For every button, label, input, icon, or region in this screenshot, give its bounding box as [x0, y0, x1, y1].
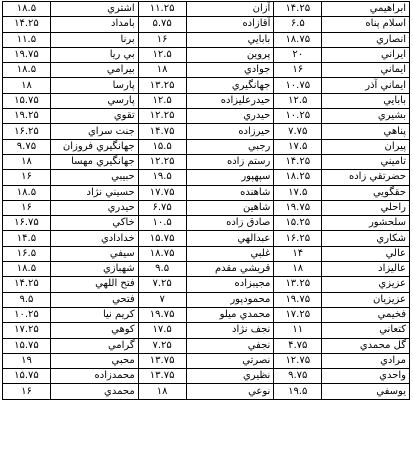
- score-cell: ۱۰.۲۵: [3, 307, 51, 322]
- student-name-cell: گل محمدي: [322, 338, 410, 353]
- student-name-cell: پارسا: [50, 78, 138, 93]
- student-name-cell: جهانگيري فروزان: [50, 139, 138, 154]
- table-row: [3, 277, 410, 292]
- score-cell: ۱۹.۷۵: [3, 47, 51, 62]
- student-name-cell: حيدري: [186, 109, 274, 124]
- student-name-cell: سپهپور: [186, 170, 274, 185]
- score-cell: ۱۸.۵: [3, 262, 51, 277]
- student-name-cell: پناهي: [322, 124, 410, 139]
- student-name-cell: قريشي مقدم: [186, 262, 274, 277]
- student-name-cell: کتعاني: [322, 323, 410, 338]
- student-name-cell: خدادادي: [50, 231, 138, 246]
- score-cell: ۱۸.۵: [3, 2, 51, 17]
- student-name-cell: سيفي: [50, 246, 138, 261]
- score-cell: ۴.۷۵: [274, 338, 322, 353]
- student-name-cell: جنت سراي: [50, 124, 138, 139]
- student-name-cell: نجف نژاد: [186, 323, 274, 338]
- score-cell: ۱۹.۷۵: [274, 200, 322, 215]
- student-name-cell: تقوي: [50, 109, 138, 124]
- student-name-cell: آزان: [186, 2, 274, 17]
- student-name-cell: اشتري: [50, 2, 138, 17]
- score-cell: ۱۵.۷۵: [3, 369, 51, 384]
- table-row: [3, 17, 410, 32]
- score-cell: ۱۳.۲۵: [274, 277, 322, 292]
- student-name-cell: عزيزي: [322, 277, 410, 292]
- student-name-cell: بيرامي: [50, 63, 138, 78]
- student-name-cell: فتحي: [50, 292, 138, 307]
- student-name-cell: محمودپور: [186, 292, 274, 307]
- table-row: [3, 170, 410, 185]
- score-cell: ۱۸: [274, 262, 322, 277]
- score-cell: ۱۸.۲۵: [274, 170, 322, 185]
- score-cell: ۱۷.۲۵: [274, 307, 322, 322]
- score-cell: ۱۴.۲۵: [274, 154, 322, 169]
- score-cell: ۱۸: [3, 154, 51, 169]
- score-cell: ۱۹.۵: [274, 384, 322, 399]
- student-name-cell: محمدي ميلو: [186, 307, 274, 322]
- student-name-cell: مرادي: [322, 353, 410, 368]
- table-row: [3, 292, 410, 307]
- student-name-cell: عبدالهي: [186, 231, 274, 246]
- student-name-cell: رستم زاده: [186, 154, 274, 169]
- score-cell: ۱۸.۷۵: [274, 32, 322, 47]
- student-name-cell: شاهين: [186, 200, 274, 215]
- student-name-cell: فخيمي: [322, 307, 410, 322]
- score-cell: ۱۷.۵: [274, 139, 322, 154]
- student-name-cell: حيرزاده: [186, 124, 274, 139]
- score-cell: ۱۹.۷۵: [138, 307, 186, 322]
- score-cell: ۱۱.۵: [3, 32, 51, 47]
- student-name-cell: واحدي: [322, 369, 410, 384]
- table-row: [3, 2, 410, 17]
- score-cell: ۷.۷۵: [274, 124, 322, 139]
- student-name-cell: نوعي: [186, 384, 274, 399]
- score-cell: ۱۸.۷۵: [138, 246, 186, 261]
- score-cell: ۱۹.۵: [138, 170, 186, 185]
- table-row: [3, 338, 410, 353]
- student-name-cell: فتح اللهي: [50, 277, 138, 292]
- table-row: [3, 124, 410, 139]
- student-name-cell: راحلي: [322, 200, 410, 215]
- score-cell: ۱۲.۲۵: [138, 109, 186, 124]
- student-name-cell: ايماني: [322, 63, 410, 78]
- score-cell: ۱۵.۵: [138, 139, 186, 154]
- score-cell: ۱۰.۲۵: [274, 109, 322, 124]
- student-name-cell: صادق زاده: [186, 216, 274, 231]
- score-cell: ۱۵.۷۵: [3, 338, 51, 353]
- student-name-cell: پارسي: [50, 93, 138, 108]
- score-cell: ۱۵.۷۵: [138, 231, 186, 246]
- score-cell: ۱۶.۷۵: [3, 216, 51, 231]
- score-cell: ۱۶.۲۵: [3, 124, 51, 139]
- student-name-cell: حيدرعليزاده: [186, 93, 274, 108]
- table-row: [3, 262, 410, 277]
- student-name-cell: نجفي: [186, 338, 274, 353]
- table-row: [3, 231, 410, 246]
- score-cell: ۱۷.۲۵: [3, 323, 51, 338]
- score-cell: ۱۹: [3, 353, 51, 368]
- score-cell: ۱۶.۲۵: [274, 231, 322, 246]
- student-name-cell: محمدي: [50, 384, 138, 399]
- student-name-cell: خاکي: [50, 216, 138, 231]
- student-name-cell: انصاري: [322, 32, 410, 47]
- score-cell: ۱۴.۲۵: [3, 277, 51, 292]
- student-name-cell: جهانگيري: [186, 78, 274, 93]
- score-cell: ۱۵.۲۵: [274, 216, 322, 231]
- score-cell: ۱۲.۷۵: [274, 353, 322, 368]
- table-row: [3, 384, 410, 399]
- student-name-cell: تاميني: [322, 154, 410, 169]
- student-name-cell: جهانگيري مهسا: [50, 154, 138, 169]
- score-cell: ۱۷.۵: [138, 323, 186, 338]
- score-cell: ۱۲.۵: [138, 47, 186, 62]
- score-cell: ۱۸: [3, 78, 51, 93]
- student-name-cell: پروين: [186, 47, 274, 62]
- table-row: [3, 353, 410, 368]
- score-cell: ۱۴.۲۵: [3, 17, 51, 32]
- student-name-cell: بابايي: [186, 32, 274, 47]
- score-cell: ۱۳.۲۵: [138, 78, 186, 93]
- score-cell: ۲۰: [274, 47, 322, 62]
- score-cell: ۱۶: [274, 63, 322, 78]
- table-row: [3, 323, 410, 338]
- student-name-cell: مجيبزاده: [186, 277, 274, 292]
- score-cell: ۱۹.۷۵: [274, 292, 322, 307]
- score-cell: ۱۸: [138, 63, 186, 78]
- table-row: [3, 216, 410, 231]
- score-cell: ۹.۵: [138, 262, 186, 277]
- student-name-cell: ابراهيمي: [322, 2, 410, 17]
- student-name-cell: بابايي: [322, 93, 410, 108]
- table-row: [3, 200, 410, 215]
- student-name-cell: عزيزيان: [322, 292, 410, 307]
- student-scores-table: [2, 1, 410, 400]
- score-cell: ۱۶.۵: [3, 246, 51, 261]
- table-row: [3, 307, 410, 322]
- table-row: [3, 109, 410, 124]
- student-name-cell: محمدزاده: [50, 369, 138, 384]
- table-row: [3, 185, 410, 200]
- student-name-cell: محبي: [50, 353, 138, 368]
- score-cell: ۱۱.۲۵: [138, 2, 186, 17]
- student-name-cell: رجبي: [186, 139, 274, 154]
- student-name-cell: نظيري: [186, 369, 274, 384]
- score-cell: ۱۳.۷۵: [138, 369, 186, 384]
- table-row: [3, 369, 410, 384]
- student-name-cell: حضرتقي زاده: [322, 170, 410, 185]
- student-name-cell: بامداد: [50, 17, 138, 32]
- score-cell: ۱۴.۵: [3, 231, 51, 246]
- score-cell: ۱۴: [274, 246, 322, 261]
- student-name-cell: اسلام پناه: [322, 17, 410, 32]
- student-name-cell: غلبي: [186, 246, 274, 261]
- score-cell: ۱۲.۵: [138, 93, 186, 108]
- student-name-cell: کريم نيا: [50, 307, 138, 322]
- student-name-cell: شکاري: [322, 231, 410, 246]
- student-name-cell: گرامي: [50, 338, 138, 353]
- score-cell: ۹.۷۵: [3, 139, 51, 154]
- student-name-cell: حبيبي: [50, 170, 138, 185]
- score-cell: ۶.۵: [274, 17, 322, 32]
- student-name-cell: پيران: [322, 139, 410, 154]
- score-cell: ۱۲.۵: [274, 93, 322, 108]
- student-name-cell: آقازاده: [186, 17, 274, 32]
- student-name-cell: کوهي: [50, 323, 138, 338]
- score-cell: ۱۱: [274, 323, 322, 338]
- score-cell: ۱۷.۷۵: [138, 185, 186, 200]
- score-cell: ۱۸: [138, 384, 186, 399]
- score-cell: ۱۹.۲۵: [3, 109, 51, 124]
- score-cell: ۱۵.۷۵: [3, 93, 51, 108]
- score-cell: ۱۶: [3, 384, 51, 399]
- score-cell: ۱۲.۲۵: [138, 154, 186, 169]
- score-cell: ۹.۵: [3, 292, 51, 307]
- table-row: [3, 47, 410, 62]
- score-cell: ۱۰.۵: [138, 216, 186, 231]
- student-name-cell: سلحشور: [322, 216, 410, 231]
- table-row: [3, 32, 410, 47]
- student-name-cell: حيدري: [50, 200, 138, 215]
- table-row: [3, 93, 410, 108]
- table-row: [3, 139, 410, 154]
- table-row: [3, 246, 410, 261]
- score-cell: ۶.۷۵: [138, 200, 186, 215]
- score-cell: ۷: [138, 292, 186, 307]
- student-name-cell: حسيني نژاد: [50, 185, 138, 200]
- table-row: [3, 63, 410, 78]
- table-row: [3, 154, 410, 169]
- student-name-cell: ايماني آذر: [322, 78, 410, 93]
- score-cell: ۱۶: [3, 170, 51, 185]
- student-name-cell: شهبازي: [50, 262, 138, 277]
- score-cell: ۹.۷۵: [274, 369, 322, 384]
- student-name-cell: عاليزاد: [322, 262, 410, 277]
- table-body: [3, 2, 410, 400]
- score-cell: ۷.۲۵: [138, 277, 186, 292]
- score-cell: ۱۶: [138, 32, 186, 47]
- table-row: [3, 78, 410, 93]
- student-name-cell: نصرتي: [186, 353, 274, 368]
- student-name-cell: شاهنده: [186, 185, 274, 200]
- score-cell: ۱۰.۷۵: [274, 78, 322, 93]
- student-name-cell: برنا: [50, 32, 138, 47]
- score-cell: ۱۴.۲۵: [274, 2, 322, 17]
- student-name-cell: بشيري: [322, 109, 410, 124]
- student-name-cell: ايراني: [322, 47, 410, 62]
- student-name-cell: حقگويي: [322, 185, 410, 200]
- score-cell: ۱۸.۵: [3, 185, 51, 200]
- score-cell: ۱۸.۵: [3, 63, 51, 78]
- score-cell: ۵.۷۵: [138, 17, 186, 32]
- score-cell: ۱۶: [3, 200, 51, 215]
- score-cell: ۱۷.۵: [274, 185, 322, 200]
- score-cell: ۷.۲۵: [138, 338, 186, 353]
- student-name-cell: يوسفي: [322, 384, 410, 399]
- score-cell: ۱۳.۷۵: [138, 353, 186, 368]
- score-cell: ۱۴.۷۵: [138, 124, 186, 139]
- student-name-cell: بي ريا: [50, 47, 138, 62]
- student-name-cell: عالي: [322, 246, 410, 261]
- student-name-cell: جوادي: [186, 63, 274, 78]
